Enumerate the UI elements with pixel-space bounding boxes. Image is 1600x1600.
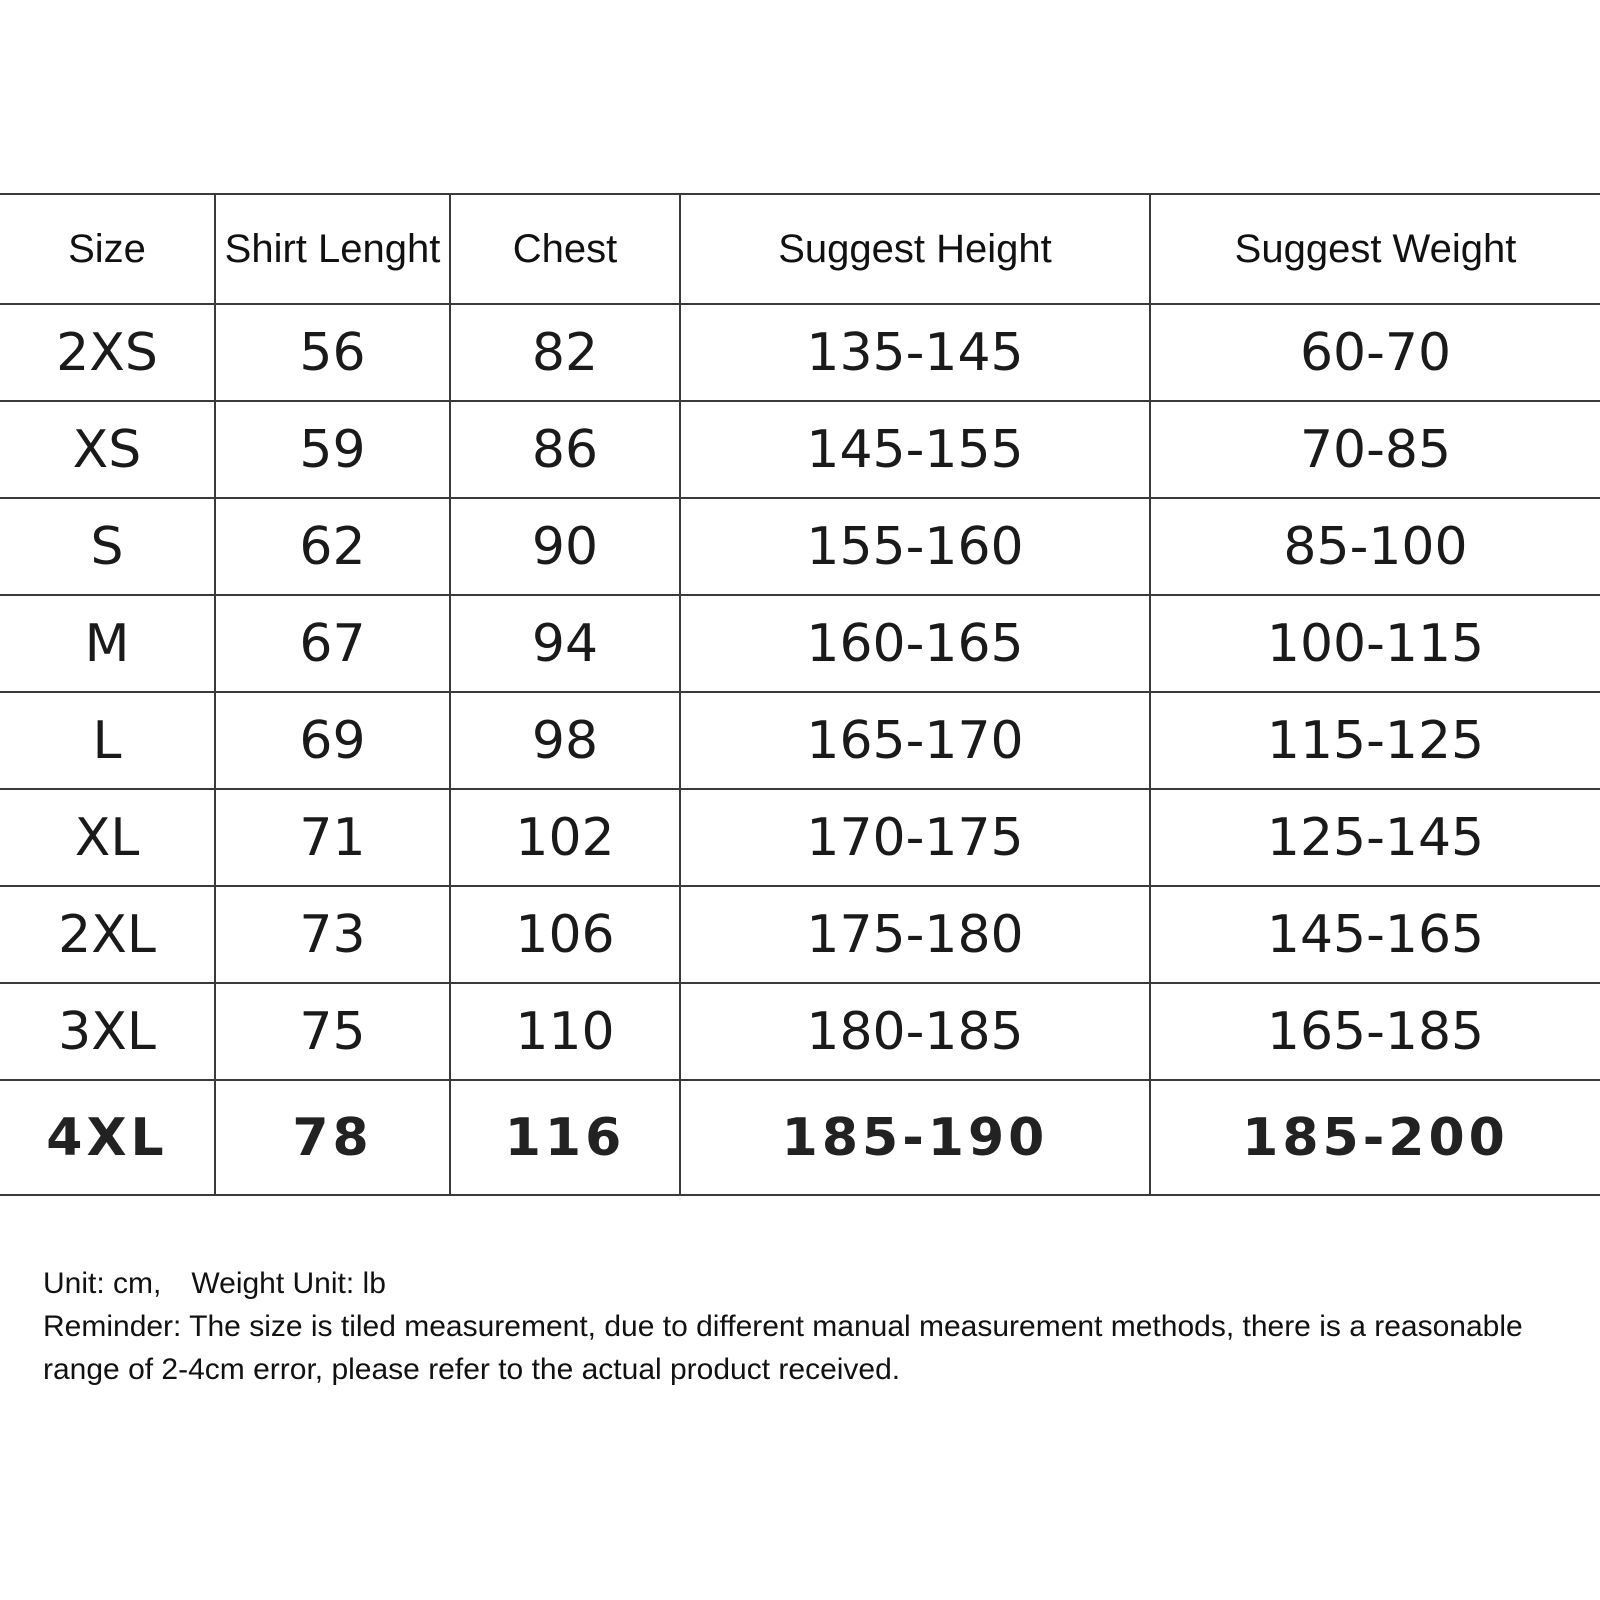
cell-weight: 145-165 bbox=[1150, 886, 1600, 983]
cell-shirt-length: 71 bbox=[215, 789, 450, 886]
cell-shirt-length: 56 bbox=[215, 304, 450, 401]
header-chest: Chest bbox=[450, 194, 680, 304]
header-shirt-length: Shirt Lenght bbox=[215, 194, 450, 304]
cell-chest: 110 bbox=[450, 983, 680, 1080]
table-row bbox=[0, 983, 1600, 1080]
cell-shirt-length: 69 bbox=[215, 692, 450, 789]
cell-height: 145-155 bbox=[680, 401, 1150, 498]
cell-chest: 98 bbox=[450, 692, 680, 789]
cell-size: L bbox=[0, 692, 215, 789]
cell-weight: 125-145 bbox=[1150, 789, 1600, 886]
cell-size: 2XS bbox=[0, 304, 215, 401]
cell-size: XL bbox=[0, 789, 215, 886]
cell-chest: 106 bbox=[450, 886, 680, 983]
cell-shirt-length: 59 bbox=[215, 401, 450, 498]
header-row bbox=[0, 194, 1600, 304]
cell-shirt-length: 67 bbox=[215, 595, 450, 692]
cell-size: M bbox=[0, 595, 215, 692]
header-suggest-height: Suggest Height bbox=[680, 194, 1150, 304]
cell-size: 4XL bbox=[0, 1080, 215, 1195]
cell-chest: 116 bbox=[450, 1080, 680, 1195]
cell-weight: 115-125 bbox=[1150, 692, 1600, 789]
cell-height: 135-145 bbox=[680, 304, 1150, 401]
cell-shirt-length: 75 bbox=[215, 983, 450, 1080]
table-row bbox=[0, 886, 1600, 983]
table-row bbox=[0, 401, 1600, 498]
cell-shirt-length: 62 bbox=[215, 498, 450, 595]
cell-size: 2XL bbox=[0, 886, 215, 983]
cell-chest: 94 bbox=[450, 595, 680, 692]
table-row bbox=[0, 304, 1600, 401]
table-row bbox=[0, 692, 1600, 789]
table-row bbox=[0, 498, 1600, 595]
cell-chest: 102 bbox=[450, 789, 680, 886]
cell-weight: 100-115 bbox=[1150, 595, 1600, 692]
reminder-text: Reminder: The size is tiled measurement, due to different manual measurement methods, there is a reasonable range of 2-4cm error, please refer to the actual product received. bbox=[43, 1310, 1523, 1386]
cell-chest: 82 bbox=[450, 304, 680, 401]
cell-size: XS bbox=[0, 401, 215, 498]
cell-height: 180-185 bbox=[680, 983, 1150, 1080]
cell-height: 175-180 bbox=[680, 886, 1150, 983]
cell-height: 165-170 bbox=[680, 692, 1150, 789]
table-row bbox=[0, 1080, 1600, 1195]
weight-unit-text: Weight Unit: lb bbox=[191, 1267, 386, 1300]
header-suggest-weight: Suggest Weight bbox=[1150, 194, 1600, 304]
cell-chest: 90 bbox=[450, 498, 680, 595]
table-row bbox=[0, 595, 1600, 692]
cell-size: S bbox=[0, 498, 215, 595]
size-chart-table bbox=[0, 193, 1600, 1196]
cell-weight: 85-100 bbox=[1150, 498, 1600, 595]
cell-size: 3XL bbox=[0, 983, 215, 1080]
cell-weight: 185-200 bbox=[1150, 1080, 1600, 1195]
cell-weight: 165-185 bbox=[1150, 983, 1600, 1080]
cell-height: 185-190 bbox=[680, 1080, 1150, 1195]
unit-text: Unit: cm, bbox=[43, 1267, 162, 1300]
cell-weight: 60-70 bbox=[1150, 304, 1600, 401]
cell-height: 170-175 bbox=[680, 789, 1150, 886]
unit-line bbox=[43, 1262, 1563, 1305]
cell-shirt-length: 78 bbox=[215, 1080, 450, 1195]
cell-height: 155-160 bbox=[680, 498, 1150, 595]
header-size: Size bbox=[0, 194, 215, 304]
cell-shirt-length: 73 bbox=[215, 886, 450, 983]
cell-chest: 86 bbox=[450, 401, 680, 498]
cell-height: 160-165 bbox=[680, 595, 1150, 692]
cell-weight: 70-85 bbox=[1150, 401, 1600, 498]
size-notes bbox=[43, 1262, 1563, 1391]
table-row bbox=[0, 789, 1600, 886]
